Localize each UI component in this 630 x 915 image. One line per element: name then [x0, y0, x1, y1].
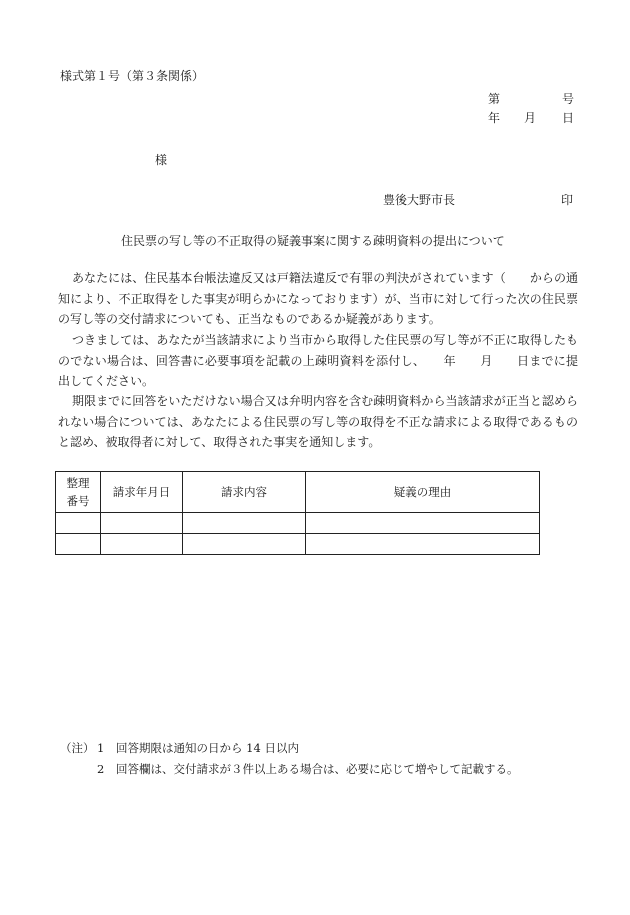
header-seiri-line2: 番号 — [66, 494, 90, 508]
body-paragraph-2: つきましては、あなたが当該請求により当市から取得した住民票の写し等が不正に取得したものでない場合は、回答書に必要事項を記載の上疎明資料を添付し、 年 月 日までに提出してください。 — [58, 333, 578, 388]
header-seiri-bangou — [56, 472, 101, 513]
note-1-text: 回答期限は通知の日から 14 日以内 — [116, 741, 299, 755]
date-month: 月 — [524, 111, 537, 125]
table-cell[interactable] — [101, 513, 183, 534]
number-dai: 第 — [488, 92, 501, 106]
note-2-number: 2 — [97, 762, 105, 776]
note-1-number: 1 — [97, 741, 105, 755]
issuer-seal: 印 — [561, 193, 574, 207]
addressee-sama: 様 — [155, 153, 168, 167]
table-cell[interactable] — [56, 534, 101, 555]
header-request-content: 請求内容 — [183, 472, 306, 513]
header-doubt-reason: 疑義の理由 — [306, 472, 540, 513]
table-cell[interactable] — [56, 513, 101, 534]
table-cell[interactable] — [183, 513, 306, 534]
table-cell[interactable] — [183, 534, 306, 555]
issuer-name: 豊後大野市長 — [383, 193, 456, 207]
date-day: 日 — [562, 111, 575, 125]
header-seiri-line1: 整理 — [66, 476, 90, 490]
table-cell[interactable] — [101, 534, 183, 555]
number-gou: 号 — [562, 92, 575, 106]
form-label: 様式第１号（第３条関係） — [60, 69, 205, 83]
table-cell[interactable] — [306, 513, 540, 534]
document-title: 住民票の写し等の不正取得の疑義事案に関する疎明資料の提出について — [121, 234, 505, 248]
date-year: 年 — [488, 111, 501, 125]
table-row — [56, 513, 540, 534]
header-request-date: 請求年月日 — [101, 472, 183, 513]
reply-table — [55, 471, 540, 555]
notes-prefix: （注） — [60, 741, 95, 755]
table-row — [56, 534, 540, 555]
table-cell[interactable] — [306, 534, 540, 555]
table-header-row — [56, 472, 540, 513]
body-paragraph-1: あなたには、住民基本台帳法違反又は戸籍法違反で有罪の判決がされています（ からの通知により、不正取得をした事実が明らかになっております）が、当市に対して行った次の住民票の写し等の交付請求についても、正当なものであるか疑義があります。 — [58, 271, 578, 326]
body-paragraph-3: 期限までに回答をいただけない場合又は弁明内容を含む疎明資料から当該請求が正当と認められない場合については、あなたによる住民票の写し等の取得を不正な請求による取得であるものと認め、被取得者に対して、取得された事実を通知します。 — [58, 394, 578, 449]
note-2-text: 回答欄は、交付請求が３件以上ある場合は、必要に応じて増やして記載する。 — [116, 762, 519, 776]
